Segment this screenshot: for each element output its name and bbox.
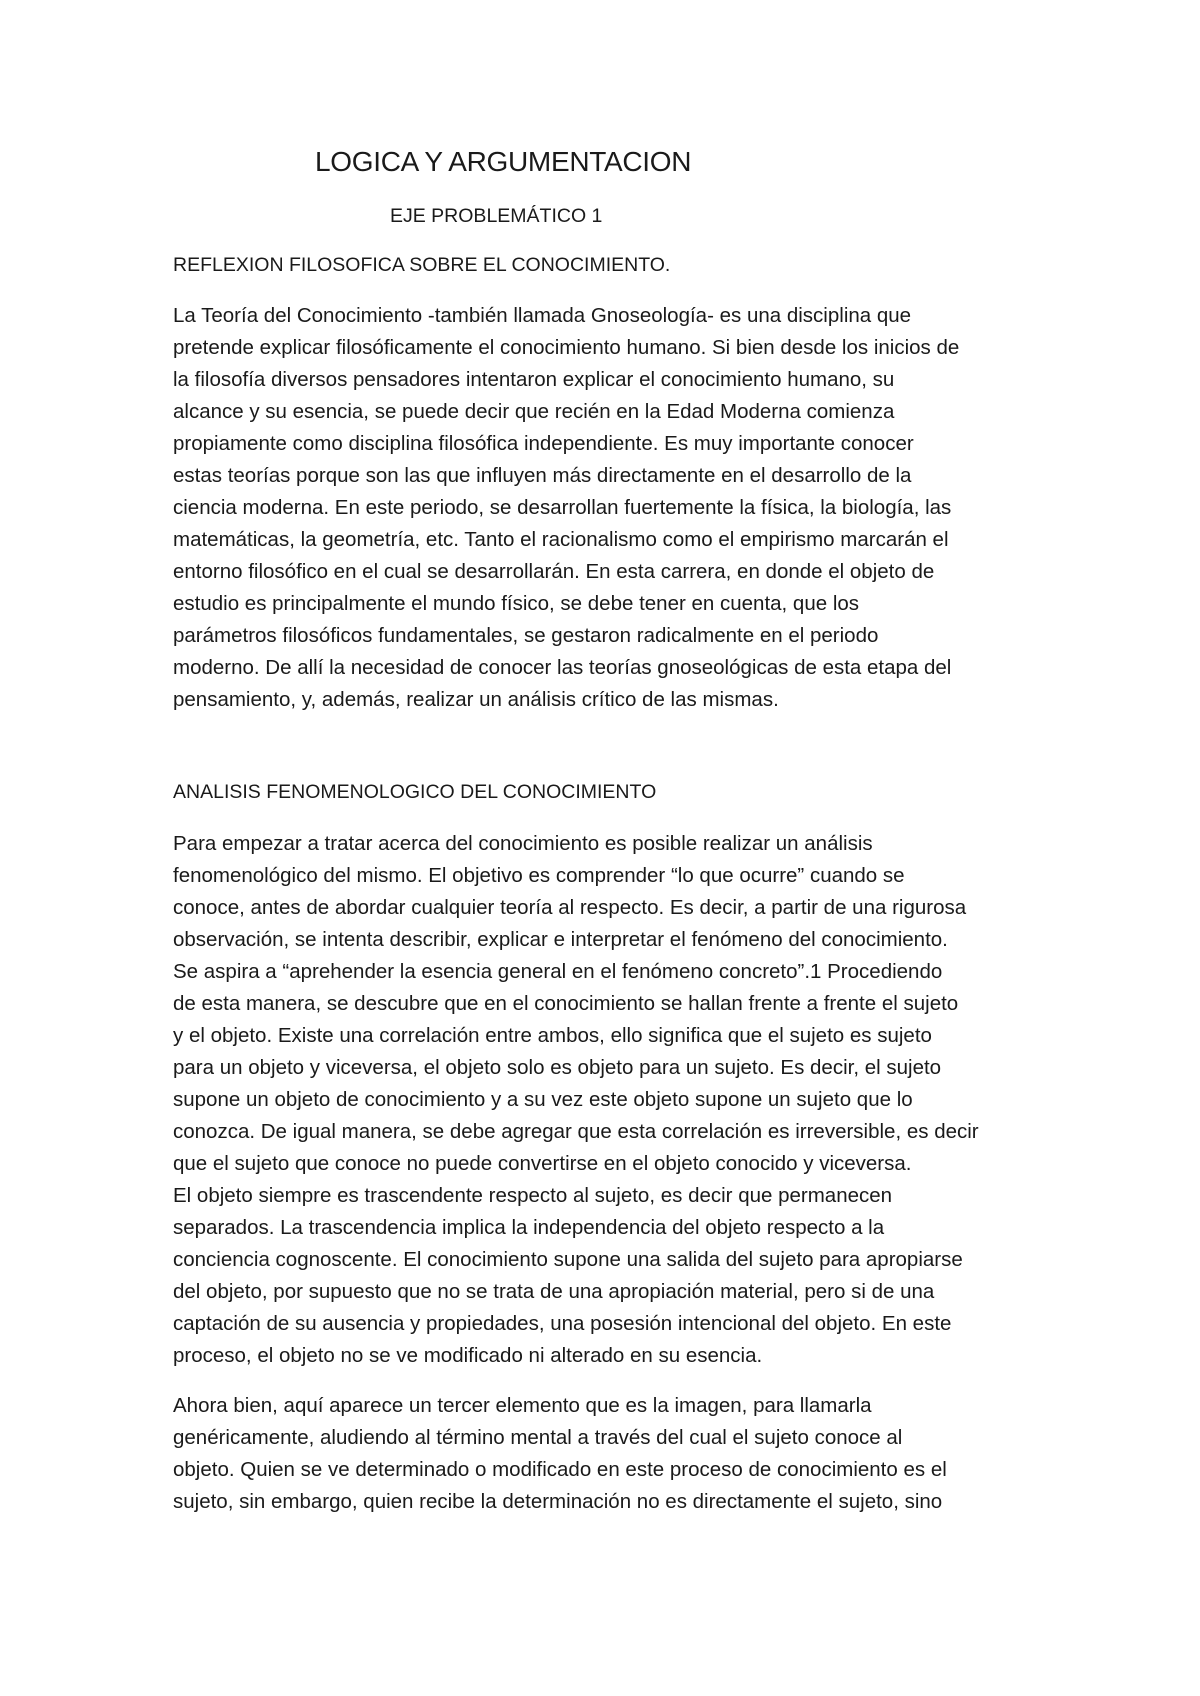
paragraph-line: Para empezar a tratar acerca del conocimiento es posible realizar un análisis — [173, 832, 873, 855]
paragraph-line: estas teorías porque son las que influyen más directamente en el desarrollo de la — [173, 464, 912, 487]
paragraph-line: conozca. De igual manera, se debe agregar que esta correlación es irreversible, es decir — [173, 1120, 979, 1143]
paragraph-line: genéricamente, aludiendo al término mental a través del cual el sujeto conoce al — [173, 1426, 903, 1449]
paragraph-tercer-elemento — [173, 1390, 1053, 1518]
paragraph-line: alcance y su esencia, se puede decir que recién en la Edad Moderna comienza — [173, 400, 895, 423]
paragraph-line: pretende explicar filosóficamente el conocimiento humano. Si bien desde los inicios de — [173, 336, 960, 359]
paragraph-line: La Teoría del Conocimiento -también llamada Gnoseología- es una disciplina que — [173, 304, 912, 327]
paragraph-line: la filosofía diversos pensadores intentaron explicar el conocimiento humano, su — [173, 368, 895, 391]
paragraph-line: entorno filosófico en el cual se desarrollarán. En esta carrera, en donde el objeto de — [173, 560, 935, 583]
section-heading-reflexion: REFLEXION FILOSOFICA SOBRE EL CONOCIMIENTO. — [173, 254, 671, 276]
paragraph-line: estudio es principalmente el mundo físico, se debe tener en cuenta, que los — [173, 592, 860, 615]
paragraph-line: El objeto siempre es trascendente respecto al sujeto, es decir que permanecen — [173, 1184, 893, 1207]
paragraph-line: proceso, el objeto no se ve modificado ni alterado en su esencia. — [173, 1344, 763, 1367]
paragraph-line: matemáticas, la geometría, etc. Tanto el racionalismo como el empirismo marcarán el — [173, 528, 949, 551]
document-subtitle: EJE PROBLEMÁTICO 1 — [390, 205, 603, 227]
paragraph-line: parámetros filosóficos fundamentales, se gestaron radicalmente en el periodo — [173, 624, 879, 647]
paragraph-line: pensamiento, y, además, realizar un análisis crítico de las mismas. — [173, 688, 779, 711]
paragraph-teoria-conocimiento — [173, 300, 1053, 716]
paragraph-line: Se aspira a “aprehender la esencia general en el fenómeno concreto”.1 Procediendo — [173, 960, 943, 983]
paragraph-line: objeto. Quien se ve determinado o modificado en este proceso de conocimiento es el — [173, 1458, 947, 1481]
paragraph-line: sujeto, sin embargo, quien recibe la determinación no es directamente el sujeto, sino — [173, 1490, 943, 1513]
paragraph-line: propiamente como disciplina filosófica independiente. Es muy importante conocer — [173, 432, 914, 455]
document-title: LOGICA Y ARGUMENTACION — [315, 146, 692, 177]
paragraph-line: que el sujeto que conoce no puede convertirse en el objeto conocido y viceversa. — [173, 1152, 912, 1175]
paragraph-line: para un objeto y viceversa, el objeto solo es objeto para un sujeto. Es decir, el sujeto — [173, 1056, 942, 1079]
paragraph-line: moderno. De allí la necesidad de conocer las teorías gnoseológicas de esta etapa del — [173, 656, 952, 679]
paragraph-line: y el objeto. Existe una correlación entre ambos, ello significa que el sujeto es sujeto — [173, 1024, 932, 1047]
paragraph-line: conciencia cognoscente. El conocimiento supone una salida del sujeto para apropiarse — [173, 1248, 963, 1271]
paragraph-line: de esta manera, se descubre que en el conocimiento se hallan frente a frente el sujeto — [173, 992, 959, 1015]
paragraph-line: fenomenológico del mismo. El objetivo es comprender “lo que ocurre” cuando se — [173, 864, 905, 887]
paragraph-line: supone un objeto de conocimiento y a su vez este objeto supone un sujeto que lo — [173, 1088, 913, 1111]
paragraph-line: del objeto, por supuesto que no se trata de una apropiación material, pero si de una — [173, 1280, 935, 1303]
paragraph-line: Ahora bien, aquí aparece un tercer elemento que es la imagen, para llamarla — [173, 1394, 872, 1417]
paragraph-analisis-fenomenologico — [173, 828, 1053, 1372]
paragraph-line: ciencia moderna. En este periodo, se desarrollan fuertemente la física, la biología, las — [173, 496, 952, 519]
paragraph-line: observación, se intenta describir, explicar e interpretar el fenómeno del conocimiento. — [173, 928, 948, 951]
paragraph-line: conoce, antes de abordar cualquier teoría al respecto. Es decir, a partir de una rigurosa — [173, 896, 967, 919]
paragraph-line: captación de su ausencia y propiedades, una posesión intencional del objeto. En este — [173, 1312, 952, 1335]
section-heading-analisis: ANALISIS FENOMENOLOGICO DEL CONOCIMIENTO — [173, 781, 657, 803]
paragraph-line: separados. La trascendencia implica la independencia del objeto respecto a la — [173, 1216, 885, 1239]
